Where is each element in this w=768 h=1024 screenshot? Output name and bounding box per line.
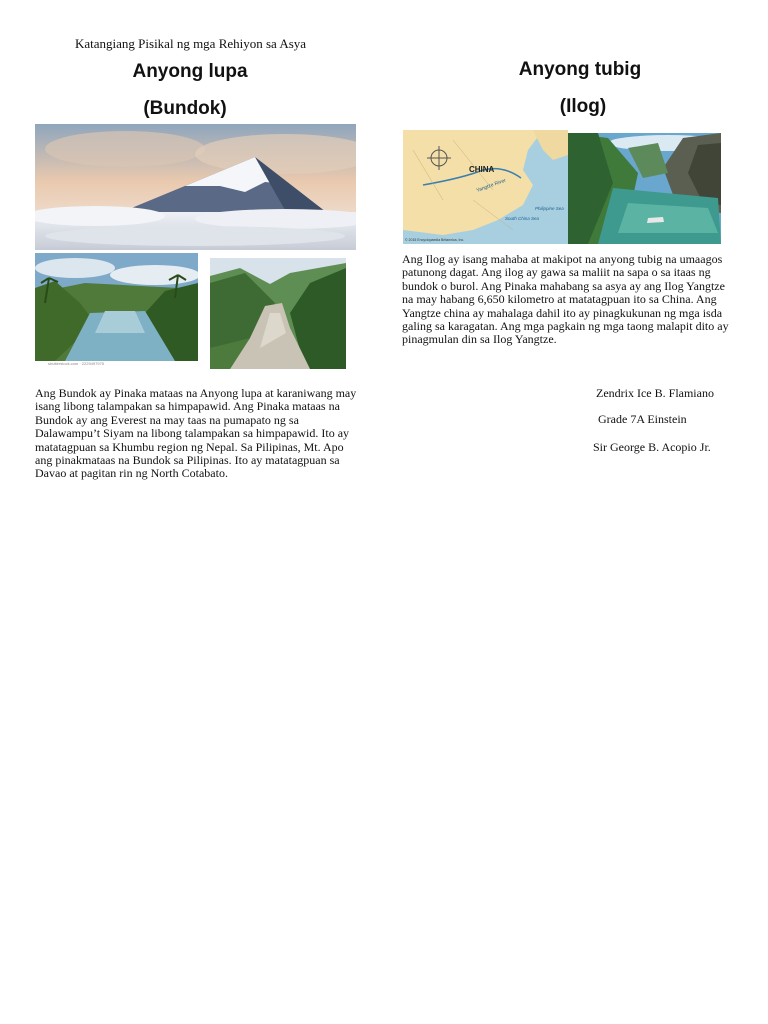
- map-china-label: CHINA: [469, 165, 495, 174]
- map-river-label: Yangtze River: [475, 177, 507, 194]
- heading-bundok: (Bundok): [143, 98, 227, 119]
- mountain-photo: [35, 124, 356, 250]
- photo-caption: shutterstock.com · 2229497975: [48, 361, 105, 366]
- grade-section: Grade 7A Einstein: [598, 412, 687, 426]
- author-name: Zendrix Ice B. Flamiano: [596, 386, 714, 400]
- map-sea2-label: Philippine Sea: [535, 206, 564, 211]
- heading-anyong-lupa: Anyong lupa: [132, 61, 248, 82]
- yangtze-gorge-photo: [568, 133, 721, 244]
- document-title: Katangiang Pisikal ng mga Rehiyon sa Asya: [75, 36, 307, 51]
- map-copyright: © 2015 Encyclopaedia Britannica, Inc.: [405, 238, 465, 242]
- map-sea1-label: South China Sea: [505, 216, 540, 221]
- tropical-river-photo: [35, 253, 198, 361]
- ilog-paragraph: Ang Ilog ay isang mahaba at makipot na anyong tubig na umaagos patunong dagat. Ang ilog ay gawa sa maliit na sapa o sa itaas ng bundok o burol. Ang Pinaka mahabang sa asya ay ang Ilog Yangtze na may habang 6,650 kilometro at matatagpuan ito sa China. Ang Yangtze china ay mahalaga dahil ito ay pinagkukunan ng mga isda galing sa karagatan. Ang mga pagkain ng mga taong malapit dito ay pinagmulan din sa Ilog Yangtze.: [402, 252, 729, 347]
- teacher-name: Sir George B. Acopio Jr.: [593, 440, 711, 454]
- heading-ilog: (Ilog): [559, 96, 607, 117]
- yangtze-map: [403, 130, 568, 244]
- valley-river-photo: [210, 258, 346, 369]
- bundok-paragraph: Ang Bundok ay Pinaka mataas na Anyong lupa at karaniwang may isang libong talampakan sa himpapawid. Ang Pinaka mataas na Bundok ay ang Everest na may taas na pumapato ng sa Dalawampu’t Siyam na libong talampakan sa himpapawid. Ito ay matatagpuan sa Khumbu region ng Nepal. Sa Pilipinas, Mt. Apo ang pinakmataas na Bundok sa Pilipinas. Ito ay matatagpuan sa Davao at pagitan rin ng North Cotabato.: [35, 386, 357, 481]
- heading-anyong-tubig: Anyong tubig: [518, 59, 642, 80]
